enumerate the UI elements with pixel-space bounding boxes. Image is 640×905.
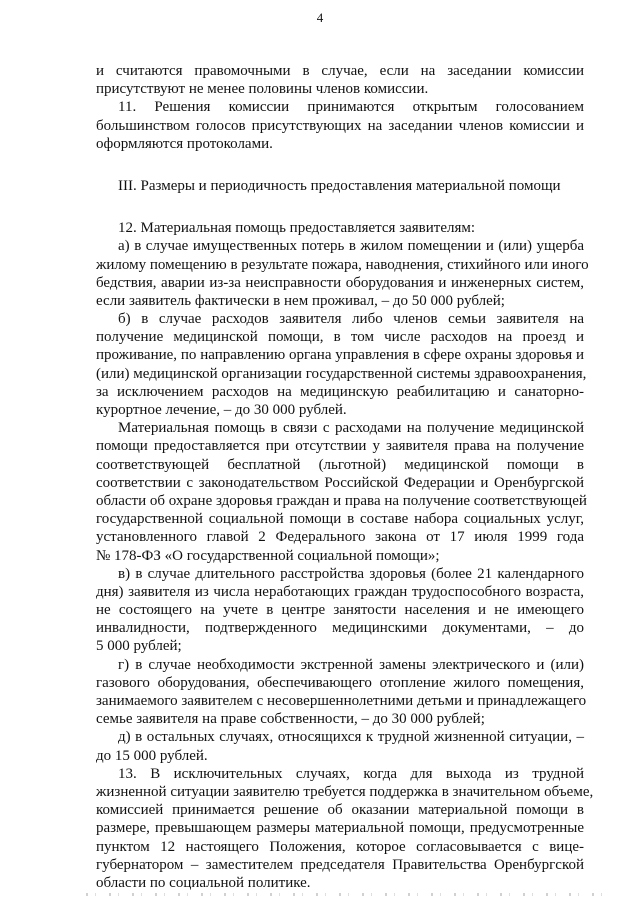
- text-line: жилому помещению в результате пожара, наводнения, стихийного или иного: [96, 256, 589, 273]
- paragraph: [96, 656, 587, 729]
- text-line: присутствуют не менее половины членов комиссии.: [96, 81, 429, 98]
- text-line: Материальная помощь в связи с расходами на получение медицинской: [118, 420, 584, 437]
- text-line: газового оборудования, обеспечивающего отопление жилого помещения,: [96, 674, 584, 691]
- text-line: оформляются протоколами.: [96, 135, 273, 152]
- text-line: области по социальной политике.: [96, 874, 311, 891]
- text-line: д) в остальных случаях, относящихся к трудной жизненной ситуации, –: [118, 729, 584, 746]
- paragraph: [96, 310, 587, 419]
- text-line: не состоящего на учете в центре занятости населения и не имеющего: [96, 602, 584, 619]
- paragraph: [96, 98, 584, 153]
- text-line: соответствии с законодательством Российской Федерации и Оренбургской: [96, 474, 584, 491]
- heading-spacer: [96, 153, 584, 177]
- paragraph: [96, 765, 594, 892]
- text-line: а) в случае имущественных потерь в жилом помещении и (или) ущерба: [118, 238, 584, 255]
- text-line: в) в случае длительного расстройства здоровья (более 21 календарного: [118, 565, 584, 582]
- text-line: губернатором – заместителем председателя Правительства Оренбургской: [96, 856, 584, 873]
- text-line: 12. Материальная помощь предоставляется заявителям:: [118, 220, 476, 237]
- text-line: если заявитель фактически в нем проживал, – до 50 000 рублей;: [96, 292, 505, 309]
- text-line: бедствия, аварии из-за неисправности оборудования и инженерных систем,: [96, 274, 584, 291]
- text-line: инвалидности, подтвержденного медицинскими документами, – до: [96, 620, 584, 637]
- paragraph: [96, 565, 584, 656]
- text-line: большинством голосов присутствующих на заседании членов комиссии и: [96, 117, 584, 134]
- text-line: 13. В исключительных случаях, когда для выхода из трудной: [118, 765, 584, 782]
- text-line: г) в случае необходимости экстренной замены электрического и (или): [118, 656, 584, 673]
- paragraph: [96, 728, 584, 764]
- paragraph: [96, 419, 587, 565]
- document-body: [96, 62, 594, 892]
- text-line: б) в случае расходов заявителя либо членов семьи заявителя на: [118, 311, 584, 328]
- text-line: 5 000 рублей;: [96, 638, 182, 655]
- text-line: семье заявителя на праве собственности, – до 30 000 рублей;: [96, 711, 485, 728]
- paragraph: [96, 219, 584, 237]
- paragraph: [96, 62, 584, 98]
- text-line: комиссией принимается решение об оказании материальной помощи в: [96, 802, 584, 819]
- text-line: государственной социальной помощи в составе набора социальных услуг,: [96, 511, 584, 528]
- text-line: и считаются правомочными в случае, если на заседании комиссии: [96, 63, 584, 79]
- text-line: пунктом 12 настоящего Положения, которое согласовывается с вице-: [96, 838, 584, 855]
- page-number: 4: [316, 10, 324, 25]
- text-line: за исключением расходов на медицинскую реабилитацию и санаторно-: [96, 383, 584, 400]
- text-line: № 178-ФЗ «О государственной социальной помощи»;: [96, 547, 440, 564]
- scan-artifact-edge: [86, 893, 606, 896]
- text-line: занимаемого заявителем с несовершеннолетними детьми и принадлежащего: [96, 693, 587, 709]
- text-line: III. Размеры и периодичность предоставления материальной помощи: [118, 177, 561, 194]
- text-line: области об охране здоровья граждан и права на получение соответствующей: [96, 492, 587, 509]
- text-line: до 15 000 рублей.: [96, 747, 208, 764]
- section-heading: [96, 177, 584, 195]
- text-line: дня) заявителя из числа неработающих граждан трудоспособного возраста,: [96, 583, 584, 600]
- text-line: размере, превышающем размеры материальной помощи, предусмотренные: [96, 820, 584, 837]
- text-line: жизненной ситуации заявителю требуется поддержка в значительном объеме,: [96, 783, 594, 800]
- text-line: 11. Решения комиссии принимаются открытым голосованием: [118, 99, 584, 116]
- text-line: (или) медицинской организации государственной системы здравоохранения,: [96, 365, 587, 382]
- text-line: помощи предоставляется при отсутствии у заявителя права на получение: [96, 438, 584, 455]
- text-line: соответствующей бесплатной (льготной) медицинской помощи в: [96, 456, 584, 473]
- text-line: курортное лечение, – до 30 000 рублей.: [96, 402, 347, 418]
- text-line: установленного главой 2 Федерального закона от 17 июля 1999 года: [96, 529, 584, 546]
- heading-spacer: [96, 195, 584, 219]
- paragraph: [96, 237, 589, 310]
- text-line: получение медицинской помощи, в том числе расходов на проезд и: [96, 329, 584, 346]
- text-line: проживание, по направлению органа управления в сфере охраны здоровья и: [96, 347, 584, 364]
